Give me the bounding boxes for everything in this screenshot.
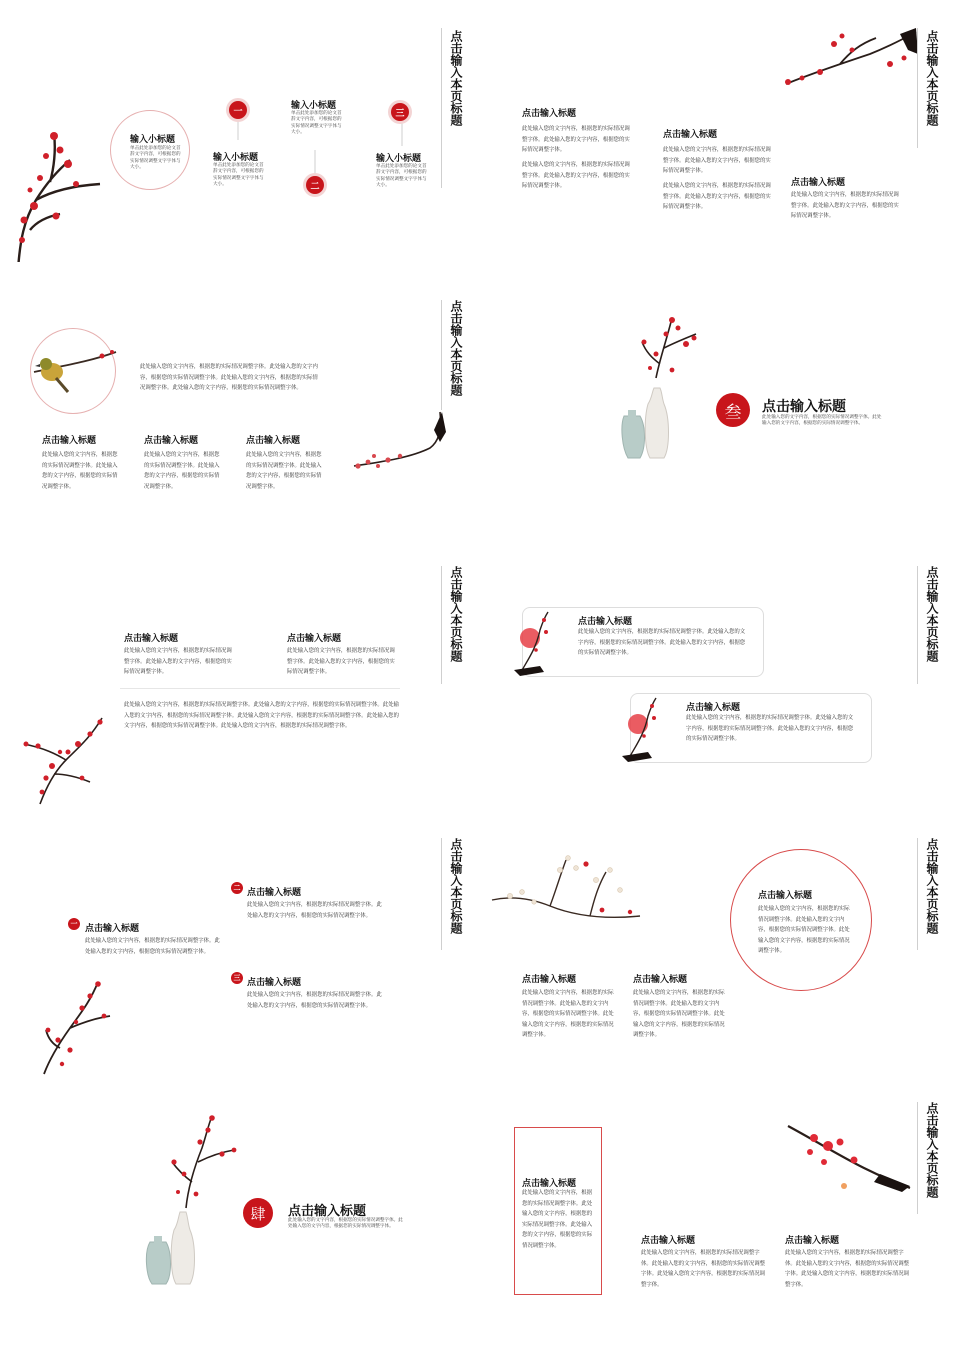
heading-1-body: 此处输入您的文字内容，根据您的实际情况调整字体。此处输入您的文字内容，根据您的实际情况调整字体。 (85, 938, 220, 955)
page-title: 点击输入本页标题 (925, 30, 939, 126)
circle-title: 点击输入标题 (758, 891, 813, 901)
subtitle-3-body: 单击此处添加您的论文首辞文字内容，可根据您的实际情况调整文字字体与大小。 (376, 164, 427, 189)
page-title: 点击输入本页标题 (449, 838, 463, 934)
slide-10 (480, 1090, 950, 1352)
number-badge-2: 二 (231, 882, 243, 894)
card-1-title: 点击输入标题 (578, 617, 633, 627)
vase-with-plum-icon (138, 1112, 248, 1288)
number-badge-1: 一 (229, 101, 247, 119)
slide-7 (0, 820, 470, 1082)
heading-1-body: 此处输入您的文字内容，根据您的实际情况调整字体。此处输入您的文字内容，根据您的实际情况调整字体。此处输入您的文字内容，根据您的实际情况调整字体。 (522, 990, 614, 1039)
heading-3-body: 此处输入您的文字内容，根据您的实际情况调整字体。此处输入您的文字内容，根据您的实际情况调整字体。此处输入您的文字内容，根据您的实际情况调整字体。 (785, 1250, 909, 1288)
slide-6 (480, 548, 950, 810)
title-divider (917, 566, 918, 684)
title-divider (441, 300, 442, 410)
intro-text: 此处输入您的文字内容，根据您的实际情况调整字体。此处输入您的文字内容，根据您的实际情况调整字体。此处输入您的文字内容，根据您的实际情况调整字体。此处输入您的文字内容，根据您的实际情况调整字体。 (140, 364, 318, 392)
heading-2-body: 此处输入您的文字内容，根据您的实际情况调整字体。此处输入您的文字内容，根据您的实际情况调整字体。 (144, 452, 220, 490)
number-badge-1: 一 (68, 918, 80, 930)
heading-3-body: 此处输入您的文字内容，根据您的实际情况调整字体。此处输入您的文字内容，根据您的实际情况调整字体。 (791, 192, 899, 220)
heading-2: 点击输入标题 (247, 888, 302, 898)
vase-with-plum-icon (616, 308, 716, 468)
card-2-title: 点击输入标题 (686, 703, 741, 713)
page-title: 点击输入本页标题 (925, 1102, 939, 1198)
center-body: 单击此处添加您的论文首辞文字内容，可根据您的实际情况调整文字字体与大小。 (130, 146, 181, 171)
long-paragraph: 此处输入您的文字内容，根据您的实际情况调整字体。此处输入您的文字内容，根据您的实际情况调整字体。此处输入您的文字内容，根据您的实际情况调整字体。此处输入您的文字内容，根据您的实际情况调整字体。此处输入您的文字内容，根据您的实际情况调整字体。此处输入您的文字内容，根据您的实际情况调整字体。 (124, 702, 399, 730)
heading-3: 点击输入标题 (247, 978, 302, 988)
heading-2-body-2: 此处输入您的文字内容，根据您的实际情况调整字体。此处输入您的文字内容，根据您的实际情况调整字体。 (663, 183, 771, 211)
slide-4 (480, 282, 950, 544)
heading-2: 点击输入标题 (144, 436, 199, 446)
plum-branch-icon (490, 840, 660, 930)
heading-1-body: 此处输入您的文字内容，根据您的实际情况调整字体。此处输入您的文字内容，根据您的实际情况调整字体。 (124, 648, 232, 676)
title-divider (917, 28, 918, 148)
section-title: 点击输入标题 (762, 399, 846, 415)
plum-branch-icon (40, 968, 120, 1078)
heading-2-body: 此处输入您的文字内容，根据您的实际情况调整字体。此处输入您的文字内容，根据您的实际情况调整字体。 (287, 648, 395, 676)
slide-3 (0, 282, 470, 544)
heading-2-body: 此处输入您的文字内容，根据您的实际情况调整字体。此处输入您的文字内容，根据您的实际情况调整字体。 (663, 147, 771, 175)
box-body: 此处输入您的文字内容，根据您的实际情况调整字体。此处输入您的文字内容，根据您的实际情况调整字体。此处输入您的文字内容，根据您的实际情况调整字体。 (522, 1190, 593, 1249)
heading-1: 点击输入标题 (85, 924, 140, 934)
title-divider (441, 838, 442, 950)
circle-body: 此处输入您的文字内容，根据您的实际情况调整字体。此处输入您的文字内容，根据您的实际情况调整字体。此处输入您的文字内容，根据您的实际情况调整字体。 (758, 906, 850, 955)
heading-1-body: 此处输入您的文字内容，根据您的实际情况调整字体。此处输入您的文字内容，根据您的实际情况调整字体。 (522, 126, 630, 154)
plum-branch-icon (784, 1116, 914, 1196)
heading-3-body: 此处输入您的文字内容，根据您的实际情况调整字体。此处输入您的文字内容，根据您的实际情况调整字体。 (246, 452, 322, 490)
heading-2-body: 此处输入您的文字内容，根据您的实际情况调整字体。此处输入您的文字内容，根据您的实际情况调整字体。 (247, 902, 382, 919)
plum-ink-icon (618, 696, 668, 766)
page-title: 点击输入本页标题 (449, 566, 463, 662)
section-body: 此处输入您的文字内容，根据您的实际情况调整字体。此处输入您的文字内容，根据您的实际情况调整字体。 (288, 1218, 403, 1230)
heading-3: 点击输入标题 (791, 178, 846, 188)
card-2-body: 此处输入您的文字内容，根据您的实际情况调整字体。此处输入您的文字内容，根据您的实际情况调整字体。此处输入您的文字内容，根据您的实际情况调整字体。 (686, 715, 854, 743)
title-divider (441, 28, 442, 188)
numeral-badge: 肆 (243, 1198, 273, 1228)
page-title: 点击输入本页标题 (925, 566, 939, 662)
plum-branch-icon (350, 402, 450, 482)
heading-3: 点击输入标题 (785, 1236, 840, 1246)
heading-2: 点击输入标题 (663, 130, 718, 140)
section-body: 此处输入您的文字内容，根据您的实际情况调整字体。此处输入您的文字内容，根据您的实际情况调整字体。 (762, 415, 882, 427)
heading-1: 点击输入标题 (42, 436, 97, 446)
heading-2: 点击输入标题 (287, 634, 342, 644)
plum-ink-icon (510, 610, 560, 680)
heading-2-body: 此处输入您的文字内容，根据您的实际情况调整字体。此处输入您的文字内容，根据您的实际情况调整字体。此处输入您的文字内容，根据您的实际情况调整字体。 (641, 1250, 765, 1288)
page-title: 点击输入本页标题 (449, 300, 463, 396)
section-title: 点击输入标题 (288, 1204, 367, 1219)
number-badge-3: 三 (231, 972, 243, 984)
slide-9 (0, 1090, 470, 1352)
subtitle-1-body: 单击此处添加您的论文首辞文字内容，可根据您的实际情况调整文字字体与大小。 (213, 163, 264, 188)
title-divider (917, 838, 918, 950)
box-title: 点击输入标题 (522, 1179, 577, 1189)
card-1-body: 此处输入您的文字内容，根据您的实际情况调整字体。此处输入您的文字内容，根据您的实际情况调整字体。此处输入您的文字内容，根据您的实际情况调整字体。 (578, 629, 746, 657)
subtitle-1: 输入小标题 (213, 153, 259, 163)
title-divider (917, 1102, 918, 1214)
heading-3-body: 此处输入您的文字内容，根据您的实际情况调整字体。此处输入您的文字内容，根据您的实际情况调整字体。 (247, 992, 382, 1009)
slide-1 (0, 0, 470, 262)
subtitle-2: 输入小标题 (291, 101, 337, 111)
heading-1-body-2: 此处输入您的文字内容，根据您的实际情况调整字体。此处输入您的文字内容，根据您的实际情况调整字体。 (522, 162, 630, 190)
heading-3: 点击输入标题 (246, 436, 301, 446)
slide-8 (480, 820, 950, 1082)
plum-branch-icon (780, 24, 920, 94)
title-divider (441, 566, 442, 684)
page-title: 点击输入本页标题 (449, 30, 463, 126)
slide-5 (0, 548, 470, 810)
heading-2: 点击输入标题 (633, 975, 688, 985)
number-badge-2: 二 (306, 176, 324, 194)
horizontal-divider (120, 688, 400, 689)
heading-2-body: 此处输入您的文字内容，根据您的实际情况调整字体。此处输入您的文字内容，根据您的实际情况调整字体。此处输入您的文字内容，根据您的实际情况调整字体。 (633, 990, 725, 1039)
heading-1: 点击输入标题 (522, 109, 577, 119)
page-title: 点击输入本页标题 (925, 838, 939, 934)
subtitle-2-body: 单击此处添加您的论文首辞文字内容，可根据您的实际情况调整文字字体与大小。 (291, 111, 342, 136)
heading-1: 点击输入标题 (522, 975, 577, 985)
numeral-badge: 叁 (716, 393, 750, 427)
heading-1-body: 此处输入您的文字内容，根据您的实际情况调整字体。此处输入您的文字内容，根据您的实际情况调整字体。 (42, 452, 118, 490)
plum-branch-icon (10, 708, 110, 808)
number-badge-3: 三 (391, 103, 409, 121)
bird-icon (32, 342, 122, 402)
subtitle-3: 输入小标题 (376, 154, 422, 164)
heading-1: 点击输入标题 (124, 634, 179, 644)
slide-2 (480, 0, 950, 262)
heading-2: 点击输入标题 (641, 1236, 696, 1246)
center-title: 输入小标题 (130, 135, 176, 145)
